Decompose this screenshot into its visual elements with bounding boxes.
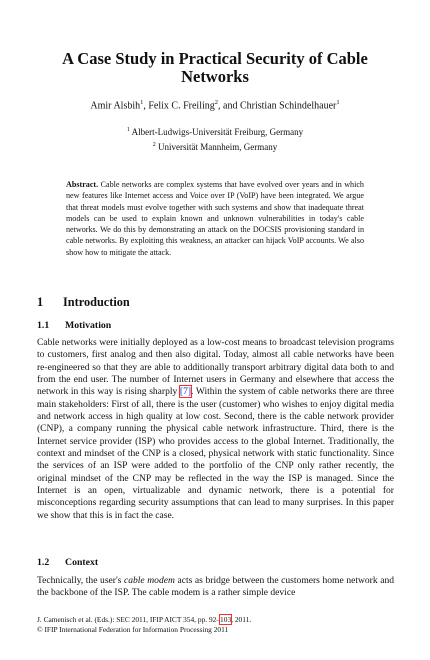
section-number: 1 bbox=[37, 295, 44, 309]
footer-citation-end: , 2011. bbox=[231, 615, 252, 624]
affiliation-2 bbox=[20, 139, 410, 154]
affiliation-1 bbox=[20, 124, 410, 139]
paragraph-motivation bbox=[37, 337, 394, 522]
title-line-1: A Case Study in Practical Security of Cable bbox=[62, 49, 368, 68]
citation-link[interactable]: [7] bbox=[179, 386, 192, 398]
page-footer bbox=[37, 615, 251, 634]
paper-title bbox=[30, 50, 400, 86]
abstract-label: Abstract. bbox=[66, 180, 99, 189]
subsection-number: 1.2 bbox=[37, 557, 50, 568]
author-1: Amir Alsbih bbox=[90, 100, 141, 112]
paragraph-text: Technically, the user's bbox=[37, 575, 124, 586]
affiliation-1-text: Albert-Ludwigs-Universität Freiburg, Germany bbox=[129, 127, 304, 137]
subsection-number: 1.1 bbox=[37, 320, 50, 331]
subsection-title: Motivation bbox=[65, 320, 112, 331]
section-heading-introduction bbox=[37, 295, 130, 310]
page-range-link[interactable]: 103 bbox=[220, 615, 232, 624]
author-2-affiliation-mark: 2 bbox=[214, 99, 219, 106]
author-1-affiliation-mark: 1 bbox=[140, 99, 144, 106]
affiliations bbox=[20, 124, 410, 153]
footer-citation bbox=[37, 615, 251, 625]
author-3-affiliation-mark: 1 bbox=[336, 99, 340, 106]
affiliation-2-mark: 2 bbox=[152, 141, 156, 148]
paragraph-context bbox=[37, 575, 394, 600]
paragraph-text: Cable networks were initially deployed as a low-cost means to broadcast television programs to customers, first analog and then also digital. Today, almost all cable networks have been re-engineered so that they are able to additionally transport arbitrary digital data both to and from the end user. The number of Internet users in Germany and elsewhere that access the network in this way is rising sharply bbox=[37, 337, 394, 398]
section-title: Introduction bbox=[63, 295, 130, 309]
affiliation-1-mark: 1 bbox=[126, 127, 130, 133]
abstract-text: Cable networks are complex systems that have evolved over years and in which new features like Internet access and Voice over IP (VoIP) have been integrated. We argue that threat models must evolve together with such systems and show that inadequate threat models can be used to explain known and unknown vulnerabilities in today's cable networks. We do this by demonstrating an attack on the DOCSIS provisioning standard in cable networks. By exploiting this weakness, an attacker can hijack VoIP accounts. We also show how to mitigate the attack. bbox=[66, 180, 364, 257]
subsection-heading-motivation bbox=[37, 320, 111, 331]
author-2: , Felix C. Freiling bbox=[143, 100, 215, 112]
subsection-heading-context bbox=[37, 557, 98, 568]
affiliation-2-text: Universität Mannheim, Germany bbox=[155, 141, 278, 152]
paragraph-text-continued: . Within the system of cable networks there are three main stakeholders: First of all, there is the user (customer) who wishes to enjoy digital media and network access in high quality at low cost. Second, there is the cable network provider (CNP), a company running the physical cable network infrastructure. Third, there is the Internet service provider (ISP) who provides access to the global Internet. Traditionally, the context and mindset of the CNP is a closed, physical network with static functionality. Since the services of an ISP were added to the portfolio of the CNP only rather recently, the original mindset of the CNP may be reflected in the way the ISP is managed. Since the Internet is an open, virtualizable and dynamic network, there is a potential for misconceptions regarding security assumptions that can lead to many surprises. In this paper we show that this is in fact the case. bbox=[37, 386, 394, 521]
emphasized-term: cable modem bbox=[124, 575, 175, 586]
paragraph-text-continued: acts as bridge between the customers home network and the backbone of the ISP. The cable modem is a rather simple device bbox=[37, 575, 394, 599]
author-3: , and Christian Schindelhauer bbox=[218, 100, 337, 112]
subsection-title: Context bbox=[65, 557, 99, 568]
abstract bbox=[66, 179, 364, 258]
title-line-2: Networks bbox=[181, 67, 249, 86]
footer-citation-text: J. Camenisch et al. (Eds.): SEC 2011, IFIP AICT 354, pp. 92– bbox=[37, 615, 221, 624]
footer-copyright: © IFIP International Federation for Information Processing 2011 bbox=[37, 624, 229, 634]
author-list bbox=[20, 97, 410, 112]
